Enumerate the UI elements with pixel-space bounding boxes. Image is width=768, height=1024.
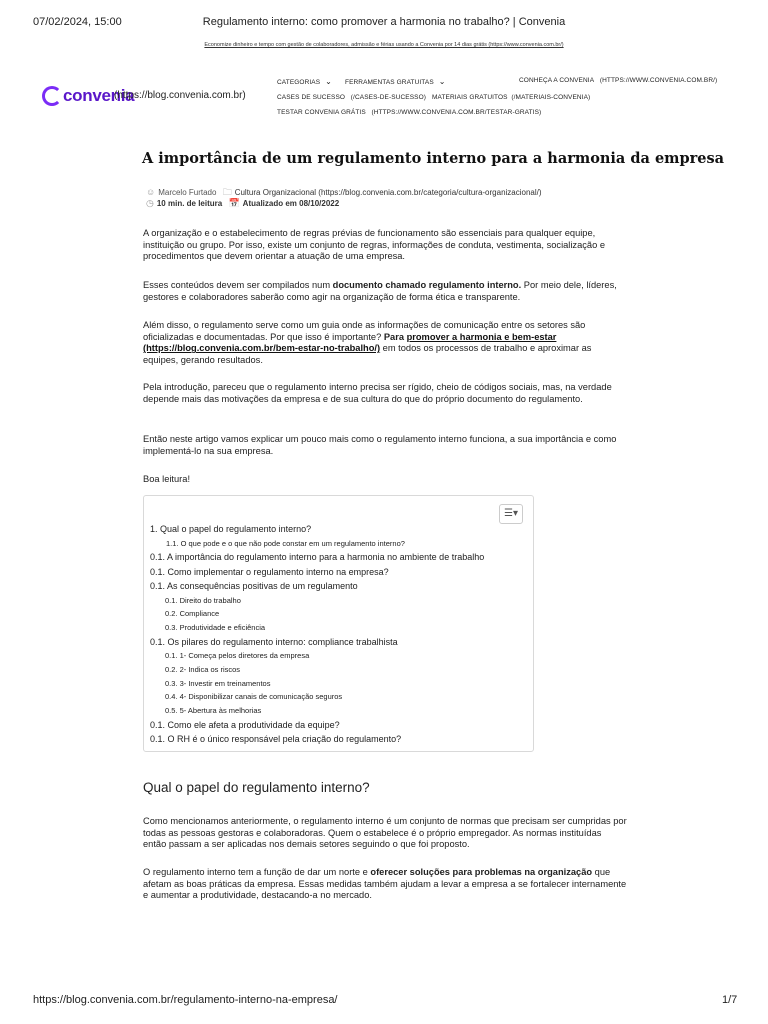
brand-url[interactable]: (https://blog.convenia.com.br) <box>114 90 246 101</box>
toc-item[interactable]: 0.4. 4- Disponibilizar canais de comunicação seguros <box>165 692 343 702</box>
toc-item[interactable]: 0.3. 3- Investir em treinamentos <box>165 678 271 688</box>
paragraph-documento <box>143 280 627 303</box>
nav-testar[interactable] <box>277 109 541 116</box>
nav-materiais-url: (/MATERIAIS-CONVENIA) <box>511 94 591 101</box>
article-title: A importância de um regulamento interno para a harmonia da empresa <box>142 150 725 167</box>
toc-item[interactable]: 0.3. Produtividade e eficiência <box>165 623 266 633</box>
nav-conheca-label: CONHEÇA A CONVENIA <box>519 77 595 84</box>
toc-item[interactable]: 0.1. Os pilares do regulamento interno: compliance trabalhista <box>150 636 398 647</box>
clock-icon: ◷ <box>146 198 154 208</box>
toc-item[interactable]: 0.1. Como implementar o regulamento interno na empresa? <box>150 566 389 577</box>
toc-item[interactable]: 1.1. O que pode e o que não pode constar em um regulamento interno? <box>166 538 405 548</box>
toc-item[interactable]: 0.1. 1- Começa pelos diretores da empresa <box>165 651 310 661</box>
paragraph-artigo: Então neste artigo vamos explicar um pouco mais como o regulamento interno funciona, a sua importância e como implementá-lo na sua empresa. <box>143 434 617 456</box>
nav-categorias[interactable] <box>277 77 332 86</box>
toc-item[interactable]: 0.1. A importância do regulamento interno para a harmonia no ambiente de trabalho <box>150 552 485 563</box>
paragraph-boa-leitura: Boa leitura! <box>143 474 191 484</box>
nav-conheca-url: (HTTPS://WWW.CONVENIA.COM.BR/) <box>599 77 718 84</box>
p2-text-a: Esses conteúdos devem ser compilados num <box>143 280 333 290</box>
section-heading-papel: Qual o papel do regulamento interno? <box>143 780 370 795</box>
folder-icon: 🗀 <box>222 187 232 197</box>
nav-casos-label: CASES DE SUCESSO <box>277 94 346 101</box>
chevron-down-icon: ⌄ <box>438 77 446 86</box>
paragraph-normas: Como mencionamos anteriormente, o regulamento interno é um conjunto de normas que precisam ser cumpridas por todas as pessoas gestoras e colaboradoras. Quem o estabelece é o próprio empregador. As normas instituídas então passam a ser aplicadas nos demais setores seguindo o que foi proposto. <box>143 816 627 850</box>
p3-text-a: Além disso, o regulamento serve como um guia onde as informações de comunicação entre os setores são oficializadas e documentadas. Por que isso é importante? <box>143 320 586 342</box>
category-link[interactable]: Cultura Organizacional (https://blog.convenia.com.br/categoria/cultura-organizacional/) <box>234 188 542 197</box>
toc-toggle-button[interactable] <box>499 504 523 524</box>
toc-item[interactable]: 0.5. 5- Abertura às melhorias <box>165 706 262 716</box>
brand-name: convenia <box>63 86 135 105</box>
list-toggle-icon: ☰▾ <box>504 508 518 519</box>
print-page-number: 1/7 <box>722 994 738 1006</box>
chevron-down-icon: ⌄ <box>325 77 332 86</box>
article-meta-row-2 <box>146 198 339 209</box>
p2-bold: documento chamado regulamento interno. <box>332 280 522 290</box>
promo-banner-link[interactable]: Economize dinheiro e tempo com gestão de colaboradores, admissão e férias usando a Convenia por 14 dias grátis (https://www.convenia.com.br/) <box>204 42 564 48</box>
print-datetime: 07/02/2024, 15:00 <box>33 16 122 28</box>
bem-estar-link[interactable]: promover a harmonia e bem-estar (https://blog.convenia.com.br/bem-estar-no-trabalho/) <box>143 331 557 354</box>
read-time: 10 min. de leitura <box>156 199 223 208</box>
toc-item[interactable]: 0.1. As consequências positivas de um regulamento <box>150 581 358 592</box>
convenia-logo-icon <box>42 86 62 106</box>
print-doc-title: Regulamento interno: como promover a harmonia no trabalho? | Convenia <box>202 16 566 28</box>
user-icon: ☺ <box>146 187 156 197</box>
paragraph-funcao <box>143 867 627 902</box>
table-of-contents <box>143 495 534 752</box>
toc-item[interactable]: 0.1. Como ele afeta a produtividade da equipe? <box>150 719 340 730</box>
p8-text-a: O regulamento interno tem a função de dar um norte e <box>143 867 371 877</box>
nav-categorias-label: CATEGORIAS <box>277 79 321 86</box>
paragraph-guia <box>143 320 627 366</box>
toc-item[interactable]: 1. Qual o papel do regulamento interno? <box>150 524 312 534</box>
p3-bold: Para <box>383 331 407 342</box>
p8-bold: oferecer soluções para problemas na organização <box>370 867 593 877</box>
p8-text-c: que afetam as boas práticas da empresa. Essas medidas também ajudam a levar a empresa a se fortalecer internamente e aumentar a produtividade, destacando-a no mercado. <box>143 867 627 901</box>
nav-ferramentas-label: FERRAMENTAS GRATUITAS <box>345 79 434 86</box>
paragraph-intro: A organização e o estabelecimento de regras prévias de funcionamento são essenciais para qualquer equipe, instituição ou grupo. Por isso, existe um conjunto de regras, informações de conduta, vestimenta, socialização e procedimentos que devem orientar a atuação de uma empresa. <box>143 228 605 262</box>
nav-casos[interactable] <box>277 94 426 101</box>
nav-testar-label: TESTAR CONVENIA GRÁTIS <box>277 109 366 116</box>
author-link[interactable]: Marcelo Furtado <box>158 188 217 197</box>
nav-casos-url: (/CASES-DE-SUCESSO) <box>350 94 427 101</box>
paragraph-introducao: Pela introdução, pareceu que o regulamento interno precisa ser rígido, cheio de códigos sociais, mas, na verdade depende mais das motivações da empresa e de sua cultura do que do próprio documento do regulamento. <box>143 382 612 404</box>
toc-item[interactable]: 0.2. Compliance <box>165 609 220 619</box>
p3-text-c: em todos os processos de trabalho e aproximar as equipes, gerando resultados. <box>143 343 592 365</box>
nav-materiais-label: MATERIAIS GRATUITOS <box>432 94 508 101</box>
calendar-icon: 📅 <box>228 198 240 208</box>
toc-item[interactable]: 0.1. Direito do trabalho <box>165 595 241 605</box>
nav-testar-url: (HTTPS://WWW.CONVENIA.COM.BR/TESTAR-GRATIS) <box>371 109 542 116</box>
p2-text-c: Por meio dele, líderes, gestores e colaboradores saberão como agir na organização de forma ética e transparente. <box>143 280 617 302</box>
print-footer-url: https://blog.convenia.com.br/regulamento-interno-na-empresa/ <box>33 994 338 1006</box>
updated-date: Atualizado em 08/10/2022 <box>242 199 340 208</box>
nav-conheca[interactable] <box>519 77 717 84</box>
toc-item[interactable]: 0.1. O RH é o único responsável pela criação do regulamento? <box>150 734 402 745</box>
toc-item[interactable]: 0.2. 2- Indica os riscos <box>165 665 241 674</box>
nav-ferramentas[interactable] <box>345 77 446 86</box>
nav-materiais[interactable] <box>432 94 590 101</box>
